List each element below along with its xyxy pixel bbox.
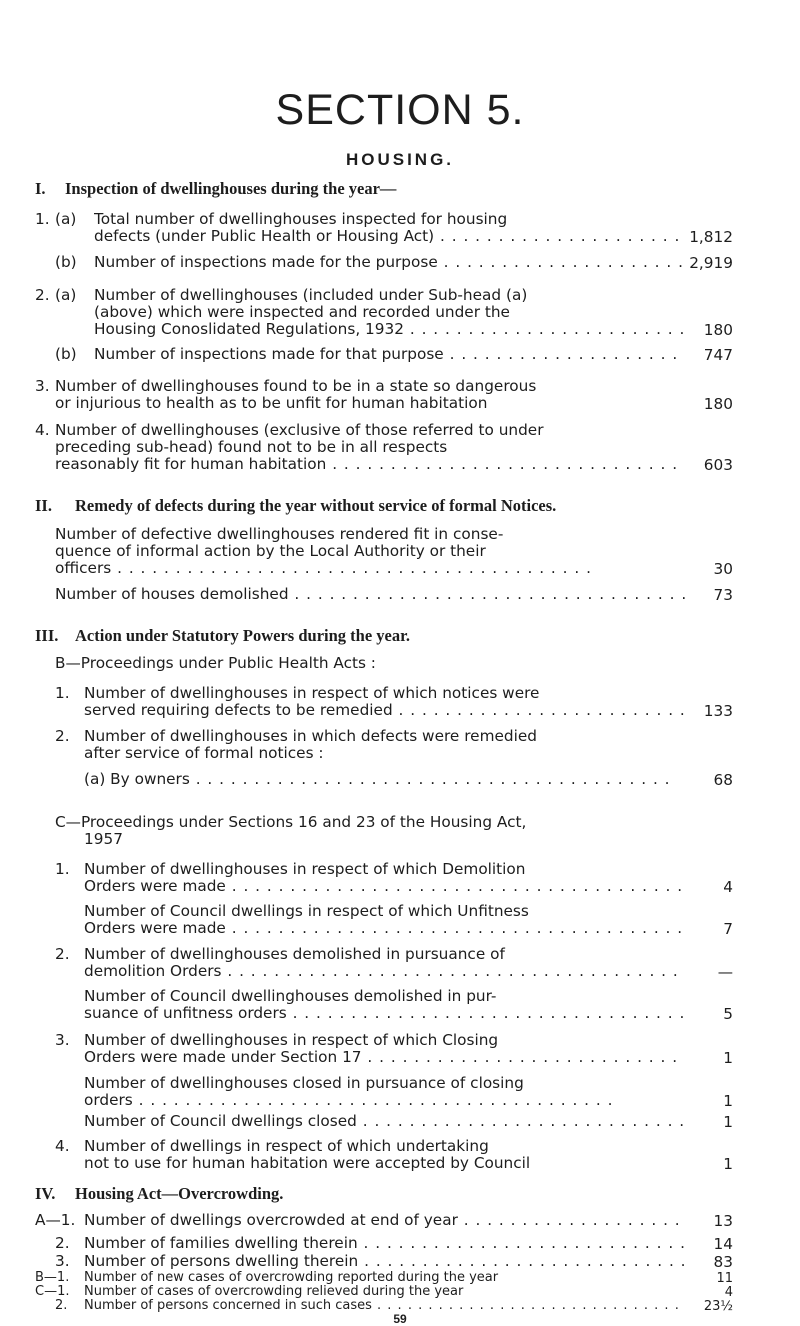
item-text: Number of dwellinghouses (exclusive of those referred to under [55, 422, 544, 439]
section-number: II. [35, 496, 52, 515]
item-value: 1,812 [689, 228, 733, 246]
item-text: Number of Council dwellings in respect of which Unfitness [84, 903, 529, 920]
item-text: preceding sub-head) found not to be in all respects [55, 439, 448, 456]
item-text: Number of families dwelling therein [84, 1235, 358, 1252]
item-text: Number of dwellinghouses closed in pursuance of closing [84, 1075, 524, 1092]
item-value: 180 [703, 321, 733, 339]
item-value: 4 [724, 1285, 733, 1300]
item-text: Number of dwellings in respect of which undertaking [84, 1138, 489, 1155]
item-number: 4. [35, 421, 50, 439]
item-value: 747 [703, 346, 733, 364]
item-text: Number of new cases of overcrowding reported during the [84, 1271, 465, 1284]
item-text: 1957 [84, 831, 123, 848]
item-text: Number of dwellinghouses demolished in pursuance of [84, 946, 505, 963]
item-text: Number of dwellinghouses found to be in a state so dangerous [55, 378, 537, 395]
item-label: (b) [55, 253, 77, 271]
item-label: (a) [55, 286, 77, 304]
item-text: Number of Council dwellinghouses demolished in pur- [84, 988, 497, 1005]
item-number: 3. [55, 1031, 70, 1049]
section-heading-4 [35, 1184, 283, 1204]
item-text: quence of informal action by the Local Authority or their [55, 543, 486, 560]
item-value: — [717, 963, 733, 981]
item-number: 2. [55, 727, 70, 745]
item-label: A—1. [35, 1211, 76, 1229]
item-text: Number of cases of overcrowding relieved during the year [84, 1285, 464, 1298]
item-text: defects (under Public Health or Housing Act) [94, 228, 435, 245]
item-value: 14 [713, 1235, 733, 1253]
item-number: 1. [35, 210, 50, 228]
item-text: Number of inspections made for that purpose [94, 346, 444, 363]
item-value: 7 [723, 920, 733, 938]
page-number: 59 [393, 1312, 407, 1326]
item-text: Orders were made under Section 17 [84, 1049, 362, 1066]
item-label: 2. [55, 1234, 70, 1252]
page-subtitle: HOUSING. [345, 150, 455, 169]
item-text: Number of dwellings overcrowded at end of year [84, 1212, 458, 1229]
item-text: Number of persons dwelling therein [84, 1253, 359, 1270]
item-label: 2. [55, 1298, 68, 1313]
item-text: Number of dwellinghouses (included under Sub-head (a) [94, 287, 528, 304]
item-value: 23½ [703, 1299, 733, 1314]
item-label: 3. [55, 1252, 70, 1270]
item-text: served requiring defects to be remedied [84, 702, 393, 719]
item-value: 30 [713, 560, 733, 578]
item-value: 1 [723, 1155, 733, 1173]
item-value: 603 [703, 456, 733, 474]
item-number: 3. [35, 377, 50, 395]
item-text: orders [84, 1092, 133, 1109]
item-value: 68 [713, 771, 733, 789]
item-text: Number of dwellinghouses in respect of which Demolition [84, 861, 526, 878]
section-heading-1 [35, 179, 396, 199]
item-text: (a) By owners [84, 771, 190, 788]
item-text: Number of inspections made for the purpose [94, 254, 438, 271]
item-text: Number of persons concerned in such cases [84, 1299, 372, 1312]
item-value: 11 [716, 1271, 733, 1286]
section-title: SECTION 5. [275, 86, 525, 134]
item-label: B—1. [35, 1270, 70, 1285]
item-text: C—Proceedings under Sections 16 and 23 of the Housing Act, [55, 814, 527, 831]
item-value: 73 [713, 586, 733, 604]
section-number: IV. [35, 1184, 56, 1203]
section-heading-3 [35, 626, 410, 646]
item-value: 133 [703, 702, 733, 720]
item-number: 1. [55, 860, 70, 878]
item-value: 5 [723, 1005, 733, 1023]
item-label: (b) [55, 345, 77, 363]
item-text: after service of formal notices : [84, 745, 324, 762]
section-heading-text: Action under Statutory Powers during the year. [75, 626, 411, 645]
item-text: suance of unfitness orders [84, 1005, 287, 1022]
item-text: year [469, 1271, 499, 1284]
item-label: C—1. [35, 1284, 70, 1299]
section-heading-text: Housing Act—Overcrowding. [75, 1184, 284, 1203]
section-number: III. [35, 626, 59, 645]
item-text: officers [55, 560, 112, 577]
section-heading-text: Remedy of defects during the year without service of formal Notices. [75, 496, 557, 515]
item-text: or injurious to health as to be unfit for human habitation [55, 395, 488, 412]
item-text: B—Proceedings under Public Health Acts : [55, 655, 376, 672]
item-value: 1 [723, 1113, 733, 1131]
item-text: Number of Council dwellings closed [84, 1113, 357, 1130]
item-value: 13 [713, 1212, 733, 1230]
item-text: Total number of dwellinghouses inspected for housing [94, 211, 508, 228]
item-label: (a) [55, 210, 77, 228]
item-value: 2,919 [689, 254, 733, 272]
item-text: demolition Orders [84, 963, 222, 980]
item-value: 4 [723, 878, 733, 896]
item-text: Housing Conoslidated Regulations, 1932 [94, 321, 404, 338]
item-text: Number of houses demolished [55, 586, 289, 603]
item-text: Number of dwellinghouses in respect of which notices were [84, 685, 540, 702]
item-text: Orders were made [84, 878, 226, 895]
item-value: 1 [723, 1049, 733, 1067]
item-text: Number of dwellinghouses in respect of which Closing [84, 1032, 499, 1049]
item-number: 2. [55, 945, 70, 963]
item-value: 83 [713, 1253, 733, 1271]
item-text: not to use for human habitation were accepted by Council [84, 1155, 531, 1172]
item-text: (above) which were inspected and recorded under the [94, 304, 510, 321]
section-number: I. [35, 179, 46, 198]
item-text: Orders were made [84, 920, 226, 937]
item-text: reasonably fit for human habitation [55, 456, 327, 473]
section-heading-text: Inspection of dwellinghouses during the year— [65, 179, 397, 198]
item-number: 1. [55, 684, 70, 702]
item-number: 4. [55, 1137, 70, 1155]
section-heading-2 [35, 496, 556, 516]
item-number: 2. [35, 286, 50, 304]
item-text: Number of defective dwellinghouses rendered fit in conse- [55, 526, 504, 543]
item-value: 1 [723, 1092, 733, 1110]
item-value: 180 [703, 395, 733, 413]
item-text: Number of dwellinghouses in which defects were remedied [84, 728, 537, 745]
